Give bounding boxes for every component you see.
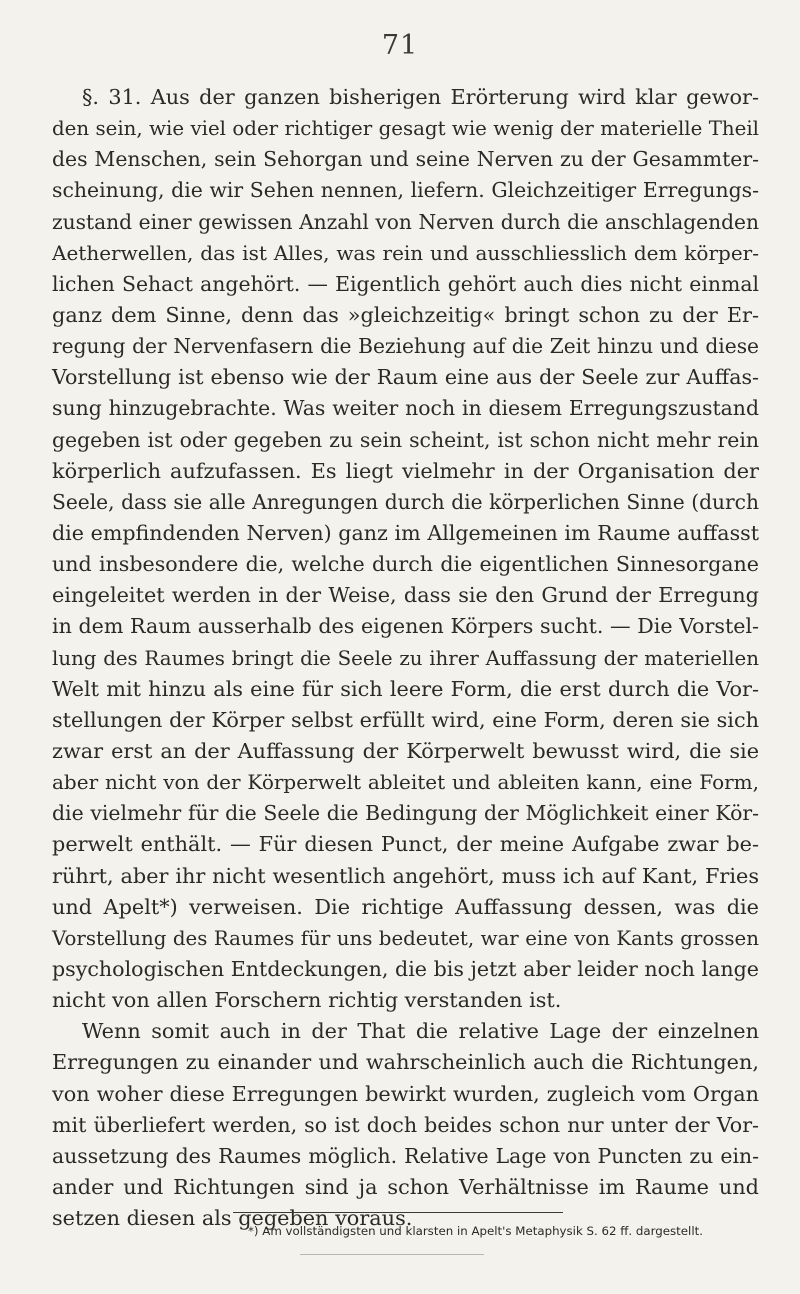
text-line: sung hinzugebrachte. Was weiter noch in diesem Erregungszustand <box>52 396 759 421</box>
text-line: körperlich aufzufassen. Es liegt vielmehr in der Organisation der <box>52 458 759 483</box>
text-line: mit überliefert werden, so ist doch beides schon nur unter der Vor- <box>52 1112 759 1137</box>
text-line: des Menschen, sein Sehorgan und seine Nerven zu der Gesammter- <box>52 147 759 172</box>
text-line: regung der Nervenfasern die Beziehung auf die Zeit hinzu und diese <box>52 334 759 359</box>
text-line: aussetzung des Raumes möglich. Relative Lage von Puncten zu ein- <box>52 1143 759 1168</box>
text-line: §. 31. Aus der ganzen bisherigen Erörterung wird klar gewor- <box>82 85 759 109</box>
text-line: ganz dem Sinne, denn das »gleichzeitig« bringt schon zu der Er- <box>52 302 759 327</box>
text-line: Erregungen zu einander und wahrscheinlich auch die Richtungen, <box>52 1050 759 1075</box>
body-text <box>52 82 759 1234</box>
text-line: eingeleitet werden in der Weise, dass sie den Grund der Erregung <box>52 583 759 608</box>
bottom-divider <box>300 1254 484 1255</box>
text-line: die vielmehr für die Seele die Bedingung der Möglichkeit einer Kör- <box>52 801 759 826</box>
text-line: setzen diesen als gegeben voraus. <box>52 1206 413 1231</box>
text-line: scheinung, die wir Sehen nennen, liefern. Gleichzeitiger Erregungs- <box>52 178 759 203</box>
text-line: die empfindenden Nerven) ganz im Allgemeinen im Raume auffasst <box>52 520 759 545</box>
text-line: von woher diese Erregungen bewirkt wurden, zugleich vom Organ <box>52 1081 759 1106</box>
page-number: 71 <box>381 30 419 61</box>
text-line: den sein, wie viel oder richtiger gesagt wie wenig der materielle Theil <box>52 117 759 141</box>
text-line: zustand einer gewissen Anzahl von Nerven durch die anschlagenden <box>52 209 759 234</box>
text-line: psychologischen Entdeckungen, die bis jetzt aber leider noch lange <box>52 956 759 981</box>
footnote: *) Am vollständigsten und klarsten in Apelt's Metaphysik S. 62 ff. dargestellt. <box>248 1224 703 1238</box>
text-line: gegeben ist oder gegeben zu sein scheint, ist schon nicht mehr rein <box>52 427 759 452</box>
text-line: Vorstellung des Raumes für uns bedeutet, war eine von Kants grossen <box>52 926 759 950</box>
text-line: Aetherwellen, das ist Alles, was rein und ausschliesslich dem körper- <box>52 240 759 265</box>
text-line: ander und Richtungen sind ja schon Verhältnisse im Raume und <box>52 1174 759 1199</box>
text-line: und insbesondere die, welche durch die eigentlichen Sinnesorgane <box>52 552 759 577</box>
text-line: in dem Raum ausserhalb des eigenen Körpers sucht. — Die Vorstel- <box>52 614 759 639</box>
text-line: rührt, aber ihr nicht wesentlich angehört, muss ich auf Kant, Fries <box>52 863 759 888</box>
text-line: zwar erst an der Auffassung der Körperwelt bewusst wird, die sie <box>52 738 759 763</box>
text-line: stellungen der Körper selbst erfüllt wird, eine Form, deren sie sich <box>52 707 759 732</box>
text-line: und Apelt*) verweisen. Die richtige Auffassung dessen, was die <box>52 894 759 919</box>
text-line: Welt mit hinzu als eine für sich leere Form, die erst durch die Vor- <box>52 676 759 701</box>
text-line: lichen Sehact angehört. — Eigentlich gehört auch dies nicht einmal <box>52 271 759 296</box>
text-line: nicht von allen Forschern richtig verstanden ist. <box>52 988 562 1013</box>
footnote-divider <box>233 1212 563 1213</box>
text-line: lung des Raumes bringt die Seele zu ihrer Auffassung der materiellen <box>52 646 759 670</box>
text-line: Vorstellung ist ebenso wie der Raum eine aus der Seele zur Auffas- <box>52 365 759 390</box>
text-line: Seele, dass sie alle Anregungen durch die körperlichen Sinne (durch <box>52 489 759 514</box>
text-line: perwelt enthält. — Für diesen Punct, der meine Aufgabe zwar be- <box>52 832 759 857</box>
text-line: aber nicht von der Körperwelt ableitet und ableiten kann, eine Form, <box>52 770 759 795</box>
text-line: Wenn somit auch in der That die relative Lage der einzelnen <box>82 1019 759 1044</box>
